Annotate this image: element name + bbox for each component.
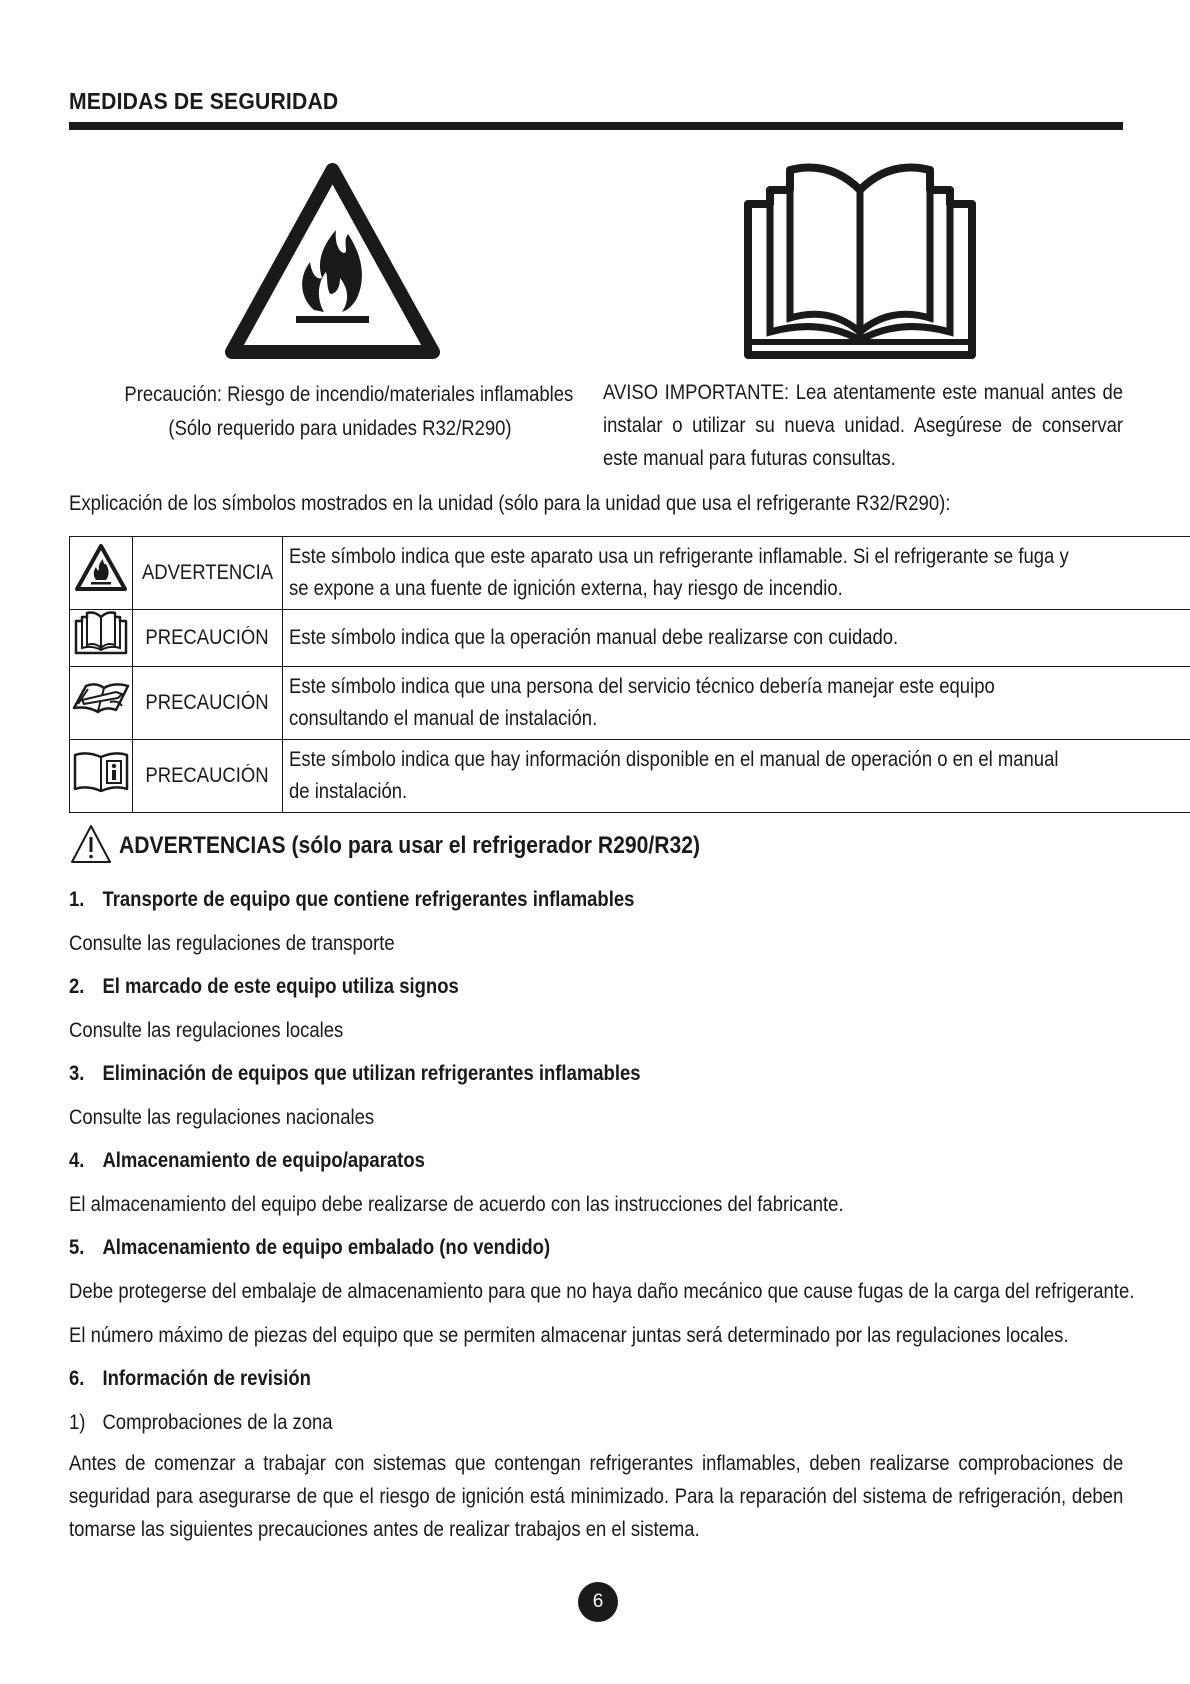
warning-item-title: 4. Almacenamiento de equipo/aparatos <box>69 1149 425 1172</box>
warning-item-title: 1. Transporte de equipo que contiene refrigerantes inflamables <box>69 888 635 911</box>
open-manual-icon <box>740 160 980 360</box>
manual-notice-text: AVISO IMPORTANTE: Lea atentamente este manual antes de instalar o utilizar su nueva unidad. Asegúrese de conservar este manual para futuras consultas. <box>603 381 1124 470</box>
information-manual-icon <box>71 749 131 793</box>
area-checks-paragraph <box>69 1447 1123 1546</box>
symbol-description: Este símbolo indica que hay información disponible en el manual de operación o en el manual de instalación. <box>288 748 1059 803</box>
area-checks-text: Antes de comenzar a trabajar con sistemas que contengan refrigerantes inflamables, deben realizarse comprobaciones de seguridad para asegurarse de que el riesgo de ignición está minimizado. Para la reparación del sistema de refrigeración, deben tomarse las siguientes precauciones antes de realizar trabajos en el sistema. <box>69 1452 1124 1541</box>
table-row <box>70 537 1190 610</box>
table-row <box>70 667 1190 740</box>
warning-triangle-icon <box>69 823 113 865</box>
warning-item-text: El almacenamiento del equipo debe realizarse de acuerdo con las instrucciones del fabricante. <box>69 1193 844 1216</box>
symbols-explanation: Explicación de los símbolos mostrados en la unidad (sólo para la unidad que usa el refrigerante R32/R290): <box>69 492 951 515</box>
manual-notice <box>603 376 1123 475</box>
symbols-table <box>69 536 1190 813</box>
symbol-description: Este símbolo indica que una persona del servicio técnico debería manejar este equipo consultando el manual de instalación. <box>288 675 995 730</box>
flammable-caption-line1: Precaución: Riesgo de incendio/materiales inflamables <box>124 383 574 406</box>
page-title: MEDIDAS DE SEGURIDAD <box>69 88 339 114</box>
warning-item-text: El número máximo de piezas del equipo que se permiten almacenar juntas será determinado por las regulaciones locales. <box>69 1324 1069 1347</box>
symbol-level: PRECAUCIÓN <box>145 764 270 787</box>
service-manual-icon <box>70 678 132 718</box>
symbol-level: PRECAUCIÓN <box>145 626 270 649</box>
flammable-caption-line2: (Sólo requerido para unidades R32/R290) <box>168 417 512 440</box>
flammable-caption <box>95 378 585 446</box>
symbol-level: ADVERTENCIA <box>141 561 274 584</box>
warning-item-title: 3. Eliminación de equipos que utilizan refrigerantes inflamables <box>69 1062 641 1085</box>
warning-item-title: 5. Almacenamiento de equipo embalado (no vendido) <box>69 1236 551 1259</box>
warning-item-title: 6. Información de revisión <box>69 1367 311 1390</box>
sub-item-title: 1) Comprobaciones de la zona <box>69 1411 333 1434</box>
table-row <box>70 610 1190 667</box>
warning-item-text: Debe protegerse del embalaje de almacenamiento para que no haya daño mecánico que cause fugas de la carga del refrigerante. <box>69 1280 1135 1303</box>
symbol-description: Este símbolo indica que la operación manual debe realizarse con cuidado. <box>288 626 899 649</box>
warnings-heading-text: ADVERTENCIAS (sólo para usar el refrigerador R290/R32) <box>119 832 700 859</box>
page-number: 6 <box>578 1582 618 1622</box>
title-rule <box>69 122 1123 130</box>
symbol-description: Este símbolo indica que este aparato usa un refrigerante inflamable. Si el refrigerante se fuga y se expone a una fuente de ignición externa, hay riesgo de incendio. <box>288 545 1069 600</box>
warning-item-text: Consulte las regulaciones locales <box>69 1019 344 1042</box>
table-row <box>70 740 1190 813</box>
warning-item-text: Consulte las regulaciones nacionales <box>69 1106 375 1129</box>
flammable-warning-icon <box>220 160 445 362</box>
symbol-level: PRECAUCIÓN <box>145 691 270 714</box>
flammable-warning-icon <box>73 542 129 594</box>
warning-item-title: 2. El marcado de este equipo utiliza signos <box>69 975 459 998</box>
warning-item-text: Consulte las regulaciones de transporte <box>69 932 395 955</box>
operation-manual-icon <box>73 611 129 655</box>
